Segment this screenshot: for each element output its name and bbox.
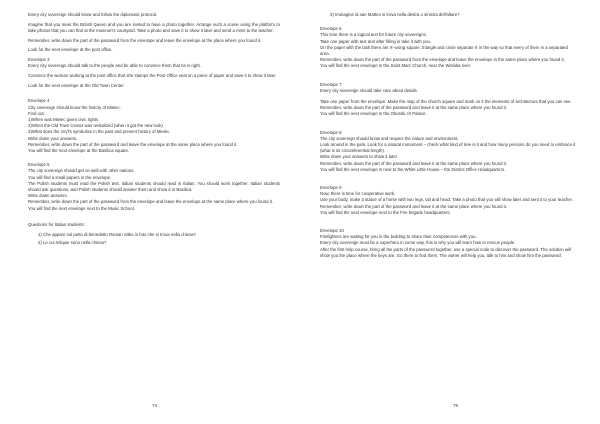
envelope-6-line: Remember, write down the part of the password from the envelope and leave the envelope in the same place where you found it. xyxy=(320,57,565,63)
envelope-5-line: The city sovereign should get on well with other nations. xyxy=(28,168,135,174)
envelope-6-line: On the paper with the task there are X–using square, triangle and circle separate X in the way so that every of them in a separated area. xyxy=(320,44,568,57)
envelope-3-title: Envelope 3 xyxy=(28,57,50,63)
envelope-4-line: 2)When the Old Town Center was revitalized (when it got the new look) xyxy=(28,123,163,129)
question-item: 2) Le cui reliquie sono nella chiesa? xyxy=(38,239,107,245)
envelope-9-line: You will find the next envelope next to the Fire brigade headquarters. xyxy=(320,209,451,215)
envelope-3-line: Look for the next envelope at the Old Town Center. xyxy=(28,82,125,88)
envelope-8-line: The city sovereign should know and respect the nature and environment. xyxy=(320,135,459,141)
envelope-4-line: Remember, write down the part of the password and leave the envelope at the same place where you found it. xyxy=(28,141,238,147)
envelope-5-line: The Polish students must read the Polish text, Italian students should read in Italian. You should work together. Italian students should ask questions, and Polish students should answer them and show it in Basilica. xyxy=(28,180,280,192)
envelope-4-line: 3)What does the Gryf's symbolize in the past and present history of Mielec. xyxy=(28,129,171,135)
right-page xyxy=(300,0,600,424)
questions-list-continued xyxy=(330,12,578,18)
envelope-7-line: Remember, write down the part of the password and leave it at the same place where you found it. xyxy=(320,105,508,111)
envelope-5-line: You will find a small papers in the envelope. xyxy=(28,174,112,180)
envelope-8-title: Envelope 8 xyxy=(320,129,342,135)
envelope-7-title: Envelope 7 xyxy=(320,81,342,87)
envelope-5-line: You will find the next envelope next to the Music School. xyxy=(28,205,135,211)
envelope-6-line: You will find the next envelope in the Saint Marc Church, near the Wisloka river. xyxy=(320,63,472,69)
questions-title: Questions for Italian students : xyxy=(28,221,87,227)
envelope-9-line: Use your body, make a statue of a horse with two legs, tail and head. Take a photo that you will show later and sent it to your teacher . xyxy=(320,197,575,203)
envelope-4-body xyxy=(28,105,280,155)
intro-line: Every city sovereign should know and follow the diplomatic protocol. xyxy=(28,12,158,17)
intro-line: Imagine that you meet the British Queen and you are invited to have a photo together. Arrange such a scene using the platform to take photos that you can find at the museum's courtyard. Take a photo and save it to show it later and send a mms to the teacher. xyxy=(28,21,280,33)
envelope-4-title: Envelope 4 xyxy=(28,98,50,104)
envelope-9-title: Envelope 9 xyxy=(320,185,342,191)
envelope-10-body xyxy=(320,228,578,259)
envelope-5-line: Write down answers. xyxy=(28,193,68,199)
envelope-8-line: Look around in the park. Look for a natural monument – check what kind of tree is it and how many persons do you need to embrace it (what is its circumferential length). xyxy=(320,142,576,154)
envelope-9-body xyxy=(320,185,578,216)
envelope-10-line: Firefighters are waiting for you in the building to share their competences with you. xyxy=(320,234,477,240)
right-column xyxy=(320,12,578,259)
envelope-5-title: Envelope 5 xyxy=(28,162,50,168)
envelope-9-line: Remember, write down the part of the password and leave it at the same place where you found it. xyxy=(320,203,508,209)
envelope-6-title: Envelope 6 xyxy=(320,26,342,32)
left-column xyxy=(28,12,280,247)
envelope-4-line: Write down your answers. xyxy=(28,135,78,141)
envelope-6-body xyxy=(320,26,578,69)
envelope-4-line: You will find the next envelope at the Basilica square. xyxy=(28,147,130,153)
envelope-4-line: City sovereign should know the history of Mielec. xyxy=(28,104,121,110)
envelope-8-line: Remember, write down the part of the password and leave it at the same place where you found it. xyxy=(320,160,508,166)
envelope-8-line: Write down your answers to show it later. xyxy=(320,154,399,160)
envelope-3-line: Convince the woman working at the post office that she stamps the Post Office seal on a piece of paper and save it to show it later. xyxy=(28,72,277,78)
envelope-5-body xyxy=(28,168,280,211)
envelope-8-body xyxy=(320,130,578,173)
envelope-8-line: You will find the next envelope in next to the White Little House – the District Office Headquarters. xyxy=(320,166,506,172)
envelope-10-title: Envelope 10 xyxy=(320,228,344,234)
envelope-7-line: Take one paper from the envelope. Make the map of the church square and mark on it the elements of architecture that you can see. xyxy=(320,99,572,105)
questions-list xyxy=(38,232,280,246)
envelope-6-line: Take one paper with text and after filling in take it with you. xyxy=(320,38,432,44)
envelope-10-line: Every city sovereign must be a superhero in some way, this is why you will learn how to rescue people. xyxy=(320,240,516,246)
question-item: 1) Che appare sul petto di benedetto Roman Sitko in foto che si trova nella chiesa? xyxy=(38,231,196,237)
envelope-4-line: 1)When was Mielec given civic rights xyxy=(28,116,99,122)
envelope-4-line: Find out: xyxy=(28,110,45,116)
page-number: 74 xyxy=(152,403,158,408)
intro-line: Look for the next envelope at the post office. xyxy=(28,47,113,53)
envelope-3-line: Every city sovereign should talk to the people and be able to convince them that he is right. xyxy=(28,63,201,69)
envelope-6-line: This time there is a logical text for future city sovereigns. xyxy=(320,32,427,38)
envelope-5-line: Remember, write down the part of the password from the envelope and leave the envelope at the same place where you found it. xyxy=(28,199,274,205)
envelope-9-line: Now, there is time for cooperative work. xyxy=(320,191,396,197)
question-item: 3) Immagine di san Matteo si trova nella destra o sinistra dell'altare? xyxy=(330,12,460,17)
envelope-10-line: After the first help course, bring all the parts of the password together, use a special code to discover the password. The solution will show you the place where the keys are. Go there to find them. The owner will help you, talk to him and show him the password. xyxy=(320,246,571,258)
envelope-7-body xyxy=(320,82,578,118)
intro-line: Remember, write down the part of the password from the envelope and leave the envelope at the place where you found it. xyxy=(28,37,262,43)
envelope-7-line: Every city sovereign should take care about details. xyxy=(320,87,418,93)
page-number: 75 xyxy=(453,403,459,408)
envelope-7-line: You will find the next envelope in the Oborski ch Palace. xyxy=(320,111,427,117)
